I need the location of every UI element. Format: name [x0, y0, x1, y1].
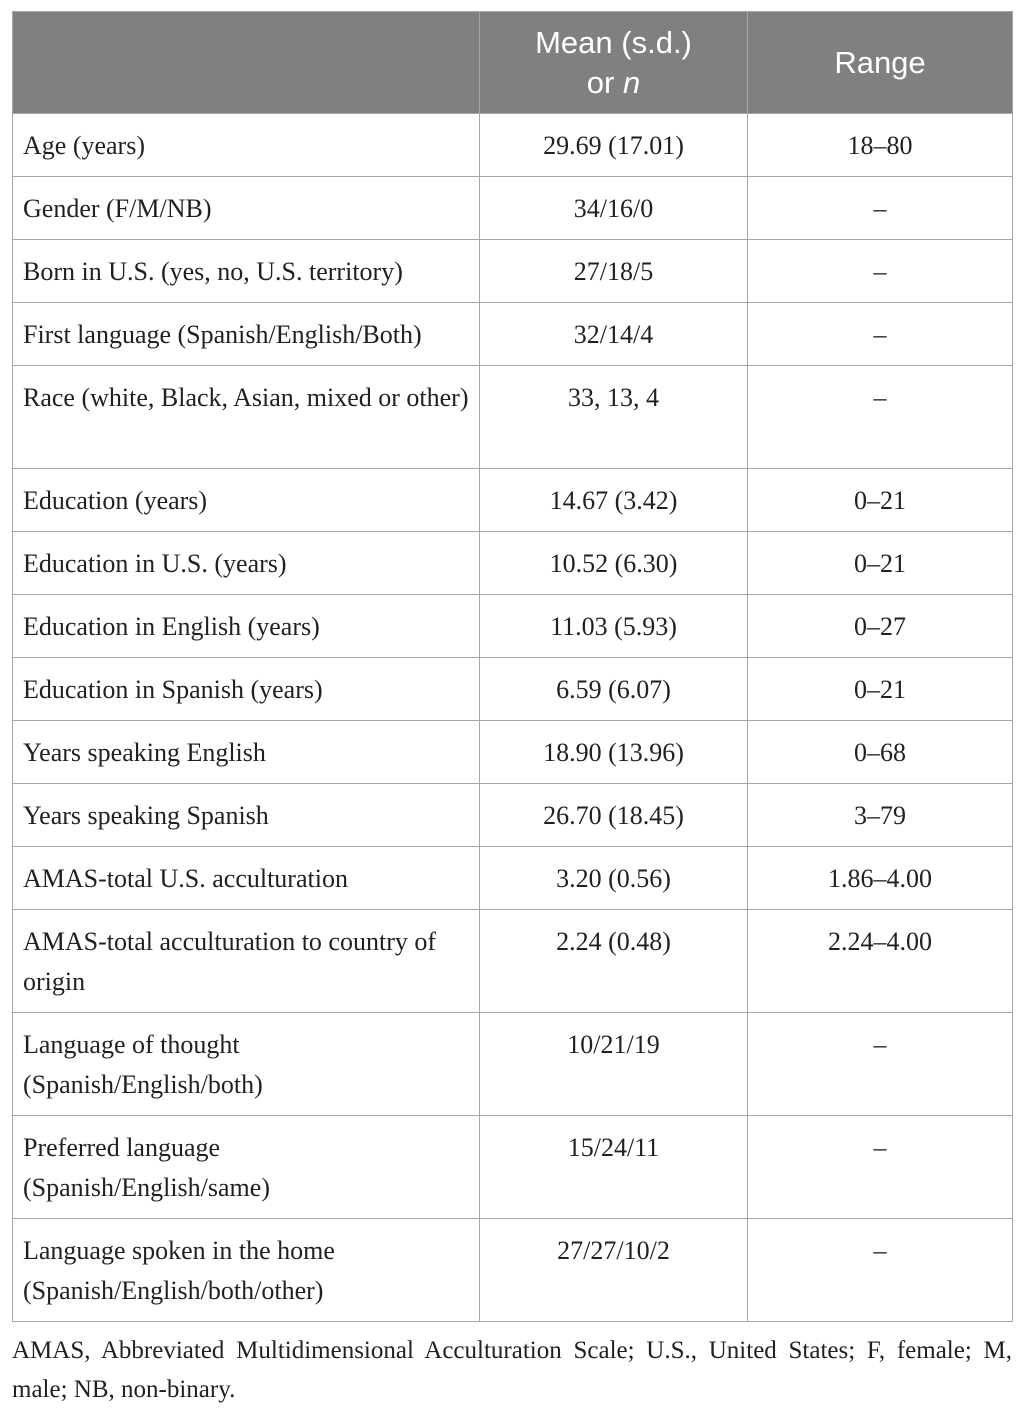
table-footnote: AMAS, Abbreviated Multidimensional Acculturation Scale; U.S., United States; F, female; M, male; NB, non-binary.	[12, 1337, 1012, 1403]
row-label: Language spoken in the home (Spanish/English/both/other)	[13, 1219, 480, 1322]
row-value: 33, 13, 4	[480, 366, 748, 469]
demographics-table	[12, 11, 1013, 1322]
table-row	[13, 177, 1013, 240]
row-label: Years speaking Spanish	[13, 784, 480, 847]
row-range: –	[748, 240, 1013, 303]
row-range: –	[748, 1013, 1013, 1116]
row-range: –	[748, 177, 1013, 240]
row-label: Born in U.S. (yes, no, U.S. territory)	[13, 240, 480, 303]
row-value: 6.59 (6.07)	[480, 658, 748, 721]
header-mean-n: n	[622, 64, 641, 100]
header-mean-line1: Mean (s.d.)	[535, 24, 692, 60]
row-label: Education (years)	[13, 469, 480, 532]
row-label: Years speaking English	[13, 721, 480, 784]
table-header-row	[13, 12, 1013, 114]
table-row	[13, 595, 1013, 658]
table-row	[13, 469, 1013, 532]
row-value: 3.20 (0.56)	[480, 847, 748, 910]
table-row	[13, 114, 1013, 177]
row-label: First language (Spanish/English/Both)	[13, 303, 480, 366]
row-label: Education in English (years)	[13, 595, 480, 658]
row-label: Age (years)	[13, 114, 480, 177]
row-value: 10.52 (6.30)	[480, 532, 748, 595]
table-row	[13, 784, 1013, 847]
row-range: 0–68	[748, 721, 1013, 784]
row-label: Preferred language (Spanish/English/same)	[13, 1116, 480, 1219]
row-range: –	[748, 1116, 1013, 1219]
table-row	[13, 532, 1013, 595]
table-row	[13, 1116, 1013, 1219]
table-row	[13, 847, 1013, 910]
table-row	[13, 240, 1013, 303]
row-value: 18.90 (13.96)	[480, 721, 748, 784]
table-row	[13, 366, 1013, 469]
header-mean-or: or	[586, 64, 615, 100]
demographics-table-container	[12, 11, 1012, 1322]
row-value: 27/18/5	[480, 240, 748, 303]
row-value: 29.69 (17.01)	[480, 114, 748, 177]
row-range: 0–21	[748, 532, 1013, 595]
header-mean	[480, 12, 748, 114]
row-value: 2.24 (0.48)	[480, 910, 748, 1013]
row-range: 18–80	[748, 114, 1013, 177]
row-range: –	[748, 303, 1013, 366]
row-label: Language of thought (Spanish/English/both)	[13, 1013, 480, 1116]
table-row	[13, 721, 1013, 784]
row-range: 3–79	[748, 784, 1013, 847]
row-label: AMAS-total acculturation to country of origin	[13, 910, 480, 1013]
row-label: AMAS-total U.S. acculturation	[13, 847, 480, 910]
table-row	[13, 303, 1013, 366]
header-variable	[13, 12, 480, 114]
row-value: 27/27/10/2	[480, 1219, 748, 1322]
row-range: 2.24–4.00	[748, 910, 1013, 1013]
header-range: Range	[748, 12, 1013, 114]
table-row	[13, 910, 1013, 1013]
row-range: 0–21	[748, 469, 1013, 532]
row-range: –	[748, 366, 1013, 469]
row-value: 14.67 (3.42)	[480, 469, 748, 532]
row-label: Education in U.S. (years)	[13, 532, 480, 595]
row-label: Gender (F/M/NB)	[13, 177, 480, 240]
row-range: 0–21	[748, 658, 1013, 721]
row-value: 10/21/19	[480, 1013, 748, 1116]
row-label: Race (white, Black, Asian, mixed or other)	[13, 366, 480, 469]
row-range: 0–27	[748, 595, 1013, 658]
table-row	[13, 1013, 1013, 1116]
row-range: –	[748, 1219, 1013, 1322]
table-row	[13, 1219, 1013, 1322]
row-value: 15/24/11	[480, 1116, 748, 1219]
row-label: Education in Spanish (years)	[13, 658, 480, 721]
table-row	[13, 658, 1013, 721]
header-mean-line2	[486, 63, 741, 103]
row-value: 26.70 (18.45)	[480, 784, 748, 847]
row-value: 34/16/0	[480, 177, 748, 240]
row-range: 1.86–4.00	[748, 847, 1013, 910]
row-value: 11.03 (5.93)	[480, 595, 748, 658]
row-value: 32/14/4	[480, 303, 748, 366]
